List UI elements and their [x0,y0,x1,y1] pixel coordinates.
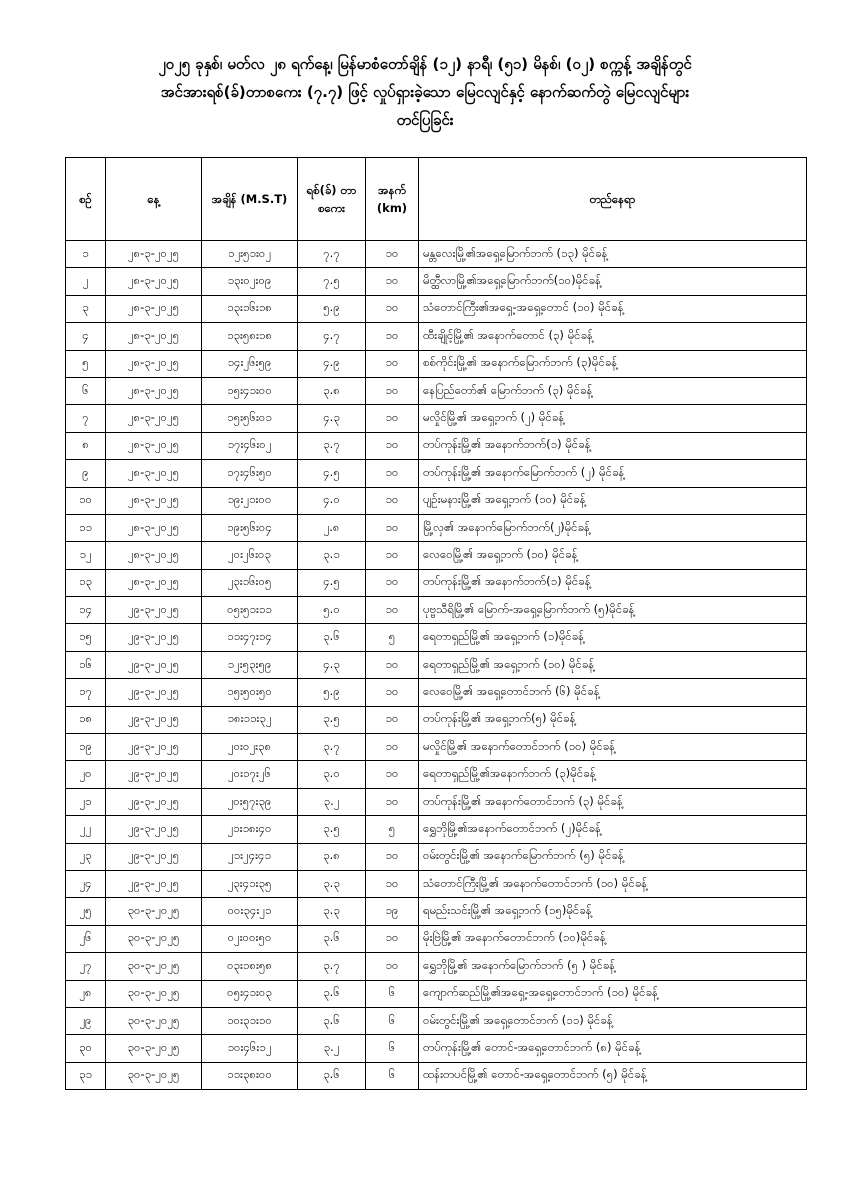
table-row [66,788,807,815]
cell-depth: ၁၀ [366,651,419,678]
cell-location: ဝမ်းတွင်းမြို့၏ အနောက်မြောက်ဘက် (၅) မိုင်ခန့် [419,843,807,870]
cell-time: ၁၂း၅၁း၀၂ [202,241,298,268]
cell-no: ၅ [66,350,106,377]
cell-time: ၁၃း၅၈း၁၈ [202,323,298,350]
cell-magnitude: ၃.၆ [298,925,366,952]
cell-time: ၂၁း၁၈း၄၀ [202,816,298,843]
cell-no: ၂၂ [66,816,106,843]
table-row [66,597,807,624]
cell-date: ၂၉-၃-၂၀၂၅ [106,679,202,706]
cell-time: ၁၂း၅၃း၅၉ [202,651,298,678]
cell-magnitude: ၃.၈ [298,843,366,870]
cell-time: ၀၃း၁၈း၅၈ [202,953,298,980]
cell-no: ၂၁ [66,788,106,815]
cell-magnitude: ၄.၀ [298,487,366,514]
cell-magnitude: ၂.၈ [298,514,366,541]
table-row [66,377,807,404]
cell-location: မိတ္ထီလာမြို့၏အရှေ့မြောက်ဘက်(၁၀)မိုင်ခန့် [419,268,807,295]
cell-location: မန္တလေးမြို့၏အရှေ့မြောက်ဘက် (၁၃) မိုင်ခန့် [419,241,807,268]
cell-date: ၂၉-၃-၂၀၂၅ [106,761,202,788]
table-row [66,1035,807,1062]
table-row [66,1007,807,1034]
cell-date: ၂၈-၃-၂၀၂၅ [106,268,202,295]
cell-no: ၉ [66,460,106,487]
cell-location: ကျောက်ဆည်မြို့၏အရှေ့-အရှေ့တောင်ဘက် (၁၀) မိုင်ခန့် [419,980,807,1007]
cell-location: တပ်ကုန်းမြို့၏ အနောက်ဘက်(၁) မိုင်ခန့် [419,569,807,596]
cell-no: ၃၀ [66,1035,106,1062]
table-row [66,651,807,678]
cell-magnitude: ၃.၀ [298,761,366,788]
cell-time: ၀၀း၃၄း၂၁ [202,898,298,925]
cell-depth: ၅ [366,816,419,843]
cell-depth: ၅ [366,624,419,651]
cell-magnitude: ၇.၇ [298,241,366,268]
cell-time: ၁၉း၂၁း၀၀ [202,487,298,514]
cell-date: ၃၀-၃-၂၀၂၅ [106,980,202,1007]
cell-location: တပ်ကုန်းမြို့၏ အနောက်မြောက်ဘက် (၂) မိုင်ခန့် [419,460,807,487]
cell-time: ၁၁း၄၇း၁၄ [202,624,298,651]
cell-location: မလှိုင်မြို့၏ အရှေ့ဘက် (၂) မိုင်ခန့် [419,405,807,432]
cell-no: ၂ [66,268,106,295]
cell-time: ၂၀း၁၇း၂၆ [202,761,298,788]
table-body [66,241,807,1090]
cell-no: ၈ [66,432,106,459]
cell-date: ၃၀-၃-၂၀၂၅ [106,898,202,925]
table-row [66,295,807,322]
table-row [66,542,807,569]
cell-location: မိုးဗြဲမြို့၏ အနောက်တောင်ဘက် (၁၀)မိုင်ခန့် [419,925,807,952]
cell-magnitude: ၃.၃ [298,898,366,925]
cell-location: ရမည်းသင်းမြို့၏ အရှေ့ဘက် (၁၅)မိုင်ခန့် [419,898,807,925]
cell-depth: ၁၀ [366,843,419,870]
cell-date: ၂၉-၃-၂၀၂၅ [106,870,202,897]
cell-no: ၂၈ [66,980,106,1007]
earthquake-table [65,157,807,1090]
cell-time: ၀၅း၄၁း၀၃ [202,980,298,1007]
cell-location: လေဝေမြို့၏ အရှေ့ဘက် (၁၀) မိုင်ခန့် [419,542,807,569]
cell-location: ရေတာရှည်မြို့၏ အရှေ့ဘက် (၁၀) မိုင်ခန့် [419,651,807,678]
cell-no: ၁၈ [66,706,106,733]
cell-date: ၂၈-၃-၂၀၂၅ [106,323,202,350]
cell-location: နေပြည်တော်၏ မြောက်ဘက် (၃) မိုင်ခန့် [419,377,807,404]
cell-time: ၂၁း၂၄း၄၁ [202,843,298,870]
cell-no: ၂၉ [66,1007,106,1034]
cell-depth: ၁၀ [366,323,419,350]
cell-no: ၁၁ [66,514,106,541]
cell-magnitude: ၄.၃ [298,651,366,678]
cell-location: စစ်ကိုင်းမြို့၏ အနောက်မြောက်ဘက် (၃)မိုင်ခန့် [419,350,807,377]
cell-depth: ၆ [366,1062,419,1089]
cell-location: တပ်ကုန်းမြို့၏ အနောက်တောင်ဘက် (၃) မိုင်ခန့် [419,788,807,815]
cell-date: ၂၈-၃-၂၀၂၅ [106,487,202,514]
cell-no: ၂၇ [66,953,106,980]
cell-date: ၃၀-၃-၂၀၂၅ [106,953,202,980]
document-title [40,50,810,134]
cell-magnitude: ၄.၃ [298,405,366,432]
cell-depth: ၆ [366,1007,419,1034]
cell-no: ၃ [66,295,106,322]
cell-date: ၂၈-၃-၂၀၂၅ [106,569,202,596]
cell-magnitude: ၃.၅ [298,706,366,733]
cell-depth: ၁၀ [366,569,419,596]
table-row [66,761,807,788]
cell-time: ၁၀း၄၆း၁၂ [202,1035,298,1062]
table-row [66,953,807,980]
cell-no: ၇ [66,405,106,432]
header-no: စဉ် [66,158,106,241]
table-row [66,460,807,487]
cell-magnitude: ၃.၇ [298,734,366,761]
table-row [66,1062,807,1089]
cell-date: ၂၈-၃-၂၀၂၅ [106,432,202,459]
cell-date: ၃၀-၃-၂၀၂၅ [106,1007,202,1034]
cell-depth: ၁၀ [366,268,419,295]
cell-no: ၁၂ [66,542,106,569]
table-row [66,405,807,432]
cell-location: ရွှေဘိုမြို့၏ အနောက်မြောက်ဘက် (၅ ) မိုင်ခန့် [419,953,807,980]
cell-date: ၂၉-၃-၂၀၂၅ [106,706,202,733]
table-row [66,514,807,541]
cell-no: ၂၅ [66,898,106,925]
cell-date: ၂၉-၃-၂၀၂၅ [106,651,202,678]
header-magnitude: ရစ်(ခ်) တာ စကေး [298,158,366,241]
cell-time: ၁၅း၅၀း၅၀ [202,679,298,706]
cell-magnitude: ၅.၉ [298,295,366,322]
cell-magnitude: ၄.၅ [298,460,366,487]
table-row [66,323,807,350]
cell-depth: ၁၀ [366,706,419,733]
header-location: တည်နေရာ [419,158,807,241]
header-date: နေ့ [106,158,202,241]
cell-time: ၁၀း၃၁း၁၀ [202,1007,298,1034]
cell-depth: ၁၀ [366,953,419,980]
cell-magnitude: ၄.၅ [298,569,366,596]
cell-location: တပ်ကုန်းမြို့၏ အရှေ့ဘက်(၅) မိုင်ခန့် [419,706,807,733]
cell-date: ၃၀-၃-၂၀၂၅ [106,1035,202,1062]
cell-date: ၂၈-၃-၂၀၂၅ [106,241,202,268]
table-row [66,241,807,268]
cell-location: ရေတာရှည်မြို့၏အနောက်ဘက် (၃)မိုင်ခန့် [419,761,807,788]
table-row [66,980,807,1007]
cell-magnitude: ၃.၂ [298,788,366,815]
cell-depth: ၁၀ [366,788,419,815]
cell-date: ၂၉-၃-၂၀၂၅ [106,734,202,761]
cell-magnitude: ၃.၆ [298,1062,366,1089]
cell-time: ၁၅း၅၆း၀၁ [202,405,298,432]
cell-date: ၂၉-၃-၂၀၂၅ [106,843,202,870]
cell-time: ၀၅း၅၁း၁၁ [202,597,298,624]
table-row [66,706,807,733]
table-row [66,432,807,459]
cell-location: ထန်းတပင်မြို့၏ တောင်-အရှေ့တောင်ဘက် (၅) မိုင်ခန့် [419,1062,807,1089]
cell-time: ၁၇း၄၆း၀၂ [202,432,298,459]
cell-time: ၂၃း၄၁း၃၅ [202,870,298,897]
cell-location: ပျဉ်းမနားမြို့၏ အရှေ့ဘက် (၁၀) မိုင်ခန့် [419,487,807,514]
header-depth: အနက် (km) [366,158,419,241]
table-row [66,624,807,651]
table-row [66,679,807,706]
cell-depth: ၁၀ [366,925,419,952]
cell-depth: ၁၀ [366,432,419,459]
cell-date: ၂၈-၃-၂၀၂၅ [106,377,202,404]
title-line-2: အင်အားရစ်(ခ်)တာစကေး (၇.၇) ဖြင့် လှုပ်ရှားခဲ့သော မြေငလျင်နှင့် နောက်ဆက်တွဲ မြေငလျင်များ [160,83,690,101]
cell-date: ၂၉-၃-၂၀၂၅ [106,816,202,843]
cell-magnitude: ၃.၁ [298,542,366,569]
cell-no: ၆ [66,377,106,404]
table-row [66,350,807,377]
cell-magnitude: ၄.၉ [298,350,366,377]
cell-location: တပ်ကုန်းမြို့၏ အနောက်ဘက်(၁) မိုင်ခန့် [419,432,807,459]
cell-magnitude: ၃.၇ [298,432,366,459]
cell-time: ၁၃း၁၆း၁၈ [202,295,298,322]
cell-depth: ၆ [366,980,419,1007]
cell-location: ဝမ်းတွင်းမြို့၏ အရှေ့တောင်ဘက် (၁၁) မိုင်ခန့် [419,1007,807,1034]
cell-no: ၂၄ [66,870,106,897]
cell-magnitude: ၃.၆ [298,624,366,651]
title-line-1: ၂၀၂၅ ခုနှစ်၊ မတ်လ ၂၈ ရက်နေ့၊ မြန်မာစံတော်ချိန် (၁၂) နာရီ၊ (၅၁) မိနစ်၊ (၀၂) စက္ကန့် အချိန်တွင် [158,55,692,73]
table-row [66,898,807,925]
cell-date: ၂၉-၃-၂၀၂၅ [106,788,202,815]
cell-no: ၁၀ [66,487,106,514]
cell-magnitude: ၃.၂ [298,1035,366,1062]
table-row [66,487,807,514]
cell-depth: ၁၀ [366,870,419,897]
cell-time: ၁၇း၄၆း၅၀ [202,460,298,487]
cell-depth: ၁၀ [366,377,419,404]
cell-magnitude: ၇.၅ [298,268,366,295]
table-row [66,268,807,295]
cell-time: ၂၀း၀၂း၃၈ [202,734,298,761]
cell-no: ၁၉ [66,734,106,761]
cell-depth: ၁၀ [366,761,419,788]
cell-time: ၀၂း၀၀း၅၀ [202,925,298,952]
cell-date: ၂၉-၃-၂၀၂၅ [106,597,202,624]
cell-date: ၂၈-၃-၂၀၂၅ [106,350,202,377]
cell-no: ၁၅ [66,624,106,651]
cell-location: သံတောင်ကြီးမြို့၏ အနောက်တောင်ဘက် (၁၀) မိုင်ခန့် [419,870,807,897]
cell-no: ၂၆ [66,925,106,952]
cell-time: ၁၃း၀၂း၀၉ [202,268,298,295]
cell-magnitude: ၃.၆ [298,980,366,1007]
cell-depth: ၁၀ [366,597,419,624]
cell-depth: ၁၀ [366,460,419,487]
cell-location: လေဝေမြို့၏ အရှေ့တောင်ဘက် (၆) မိုင်ခန့် [419,679,807,706]
cell-magnitude: ၃.၇ [298,953,366,980]
table-row [66,734,807,761]
cell-date: ၂၈-၃-၂၀၂၅ [106,514,202,541]
cell-no: ၁၇ [66,679,106,706]
cell-depth: ၁၀ [366,405,419,432]
cell-time: ၁၉း၅၆း၀၄ [202,514,298,541]
cell-date: ၂၈-၃-၂၀၂၅ [106,460,202,487]
cell-depth: ၁၀ [366,350,419,377]
cell-magnitude: ၃.၅ [298,816,366,843]
cell-time: ၁၁း၃၈း၀၀ [202,1062,298,1089]
cell-depth: ၁၀ [366,679,419,706]
table-header-row [66,158,807,241]
cell-depth: ၁၀ [366,487,419,514]
title-line-3: တင်ပြခြင်း [396,111,454,129]
cell-time: ၂၀း၂၆း၀၃ [202,542,298,569]
cell-no: ၁၃ [66,569,106,596]
cell-date: ၃၀-၃-၂၀၂၅ [106,925,202,952]
cell-location: မလှိုင်မြို့၏ အနောက်တောင်ဘက် (၁၀) မိုင်ခန့် [419,734,807,761]
cell-time: ၂၀း၅၇း၃၉ [202,788,298,815]
cell-depth: ၁၀ [366,241,419,268]
cell-magnitude: ၅.၉ [298,679,366,706]
cell-location: မြို့လှ၏ အနောက်မြောက်ဘက်(၂)မိုင်ခန့် [419,514,807,541]
cell-date: ၂၈-၃-၂၀၂၅ [106,295,202,322]
table-row [66,569,807,596]
cell-date: ၂၈-၃-၂၀၂၅ [106,405,202,432]
cell-depth: ၁၀ [366,514,419,541]
cell-magnitude: ၃.၆ [298,1007,366,1034]
cell-no: ၂၃ [66,843,106,870]
cell-depth: ၁၀ [366,734,419,761]
header-time: အချိန် (M.S.T) [202,158,298,241]
cell-no: ၃၁ [66,1062,106,1089]
cell-no: ၁ [66,241,106,268]
cell-time: ၁၈း၁၁း၃၂ [202,706,298,733]
table-row [66,870,807,897]
cell-location: သံတောင်ကြီး၏အရှေ့-အရှေ့တောင် (၁၀) မိုင်ခန့် [419,295,807,322]
cell-location: ရေတာရှည်မြို့၏ အရှေ့ဘက် (၁)မိုင်ခန့် [419,624,807,651]
cell-location: တပ်ကုန်းမြို့၏ တောင်-အရှေ့တောင်ဘက် (၈) မိုင်ခန့် [419,1035,807,1062]
cell-time: ၂၃း၁၆း၀၅ [202,569,298,596]
cell-location: ပုဗ္ဗသီရိမြို့၏ မြောက်-အရှေ့မြောက်ဘက် (၅)မိုင်ခန့် [419,597,807,624]
cell-location: ရွှေဘိုမြို့၏အနောက်တောင်ဘက် (၂)မိုင်ခန့် [419,816,807,843]
cell-time: ၁၄း၂၆း၅၉ [202,350,298,377]
cell-depth: ၁၀ [366,542,419,569]
cell-no: ၁၄ [66,597,106,624]
table-row [66,925,807,952]
cell-date: ၂၈-၃-၂၀၂၅ [106,542,202,569]
cell-location: ထီးချိုင့်မြို့၏ အနောက်တောင် (၃) မိုင်ခန့် [419,323,807,350]
cell-no: ၁၆ [66,651,106,678]
cell-depth: ၁၉ [366,898,419,925]
cell-magnitude: ၃.၈ [298,377,366,404]
cell-date: ၂၉-၃-၂၀၂၅ [106,624,202,651]
table-row [66,816,807,843]
cell-magnitude: ၅.၀ [298,597,366,624]
cell-time: ၁၅း၄၁း၀၀ [202,377,298,404]
cell-no: ၂၀ [66,761,106,788]
cell-date: ၃၀-၃-၂၀၂၅ [106,1062,202,1089]
cell-no: ၄ [66,323,106,350]
table-row [66,843,807,870]
cell-magnitude: ၄.၇ [298,323,366,350]
cell-depth: ၁၀ [366,295,419,322]
cell-depth: ၆ [366,1035,419,1062]
cell-magnitude: ၃.၃ [298,870,366,897]
